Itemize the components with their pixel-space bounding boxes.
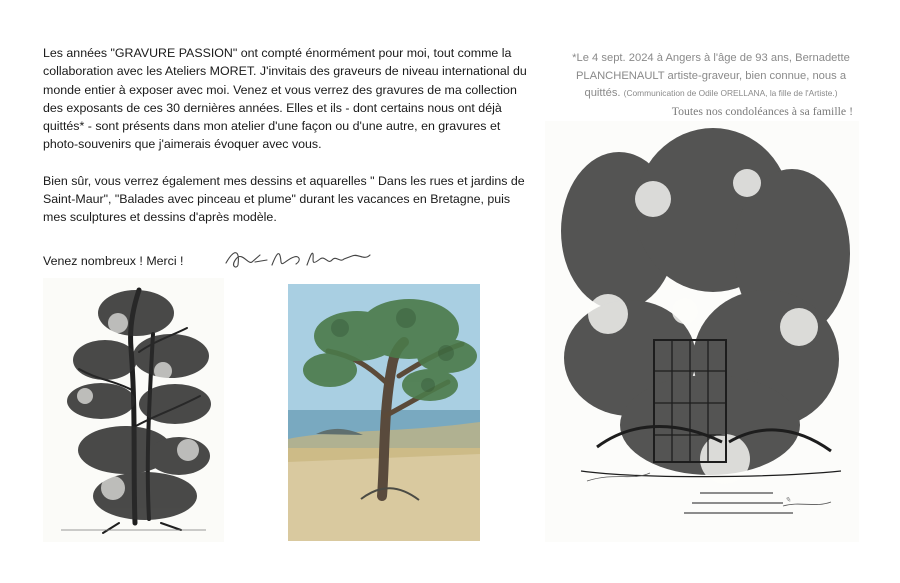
drawing-mark: ✎: [785, 496, 791, 504]
pine-watercolor-icon: [288, 284, 480, 541]
invitation-text: [43, 44, 528, 271]
condolences-text: Toutes nos condoléances à sa famille !: [671, 103, 853, 118]
garden-drawing-icon: [545, 121, 859, 542]
notice-text: *Le 4 sept. 2024 à Angers à l'âge de 93 ans, Bernadette PLANCHENAULT artiste-graveur, bien connue, nous a quittés.: [572, 52, 850, 99]
garden-ink-drawing: [545, 121, 859, 542]
artist-signature: [220, 245, 374, 271]
paragraph-drawings: Bien sûr, vous verrez également mes dessins et aquarelles " Dans les rues et jardins de Saint-Maur", "Balades avec pinceau et plume" durant les vacances en Bretagne, puis mes sculptures et dessins d'après modèle.: [43, 173, 525, 225]
signature-icon: [224, 245, 374, 271]
notice-block: [563, 50, 859, 120]
paragraph-gravure-passion: Les années "GRAVURE PASSION" ont compté énormément pour moi, tout comme la collaboration avec les Ateliers MORET. J'invitais des graveurs de niveau international du monde entier à exposer avec moi. Venez et vous verrez des gravures de ma collection des exposants de ces 30 dernières années. Elles et ils - dont certains nous ont déjà quittés* - sont présents dans mon atelier d'une façon ou d'une autre, en gravures et photo-souvenirs que j'aimerais évoquer avec vous.: [43, 46, 527, 152]
notice-communication: (Communication de Odile ORELLANA, la fille de l'Artiste.): [623, 88, 838, 98]
closing-text: Venez nombreux ! Merci !: [43, 254, 184, 269]
watercolor-pine: [288, 284, 480, 541]
tree-ink-drawing: [43, 278, 224, 542]
closing-line: [43, 245, 528, 271]
tree-drawing-icon: [43, 278, 224, 542]
